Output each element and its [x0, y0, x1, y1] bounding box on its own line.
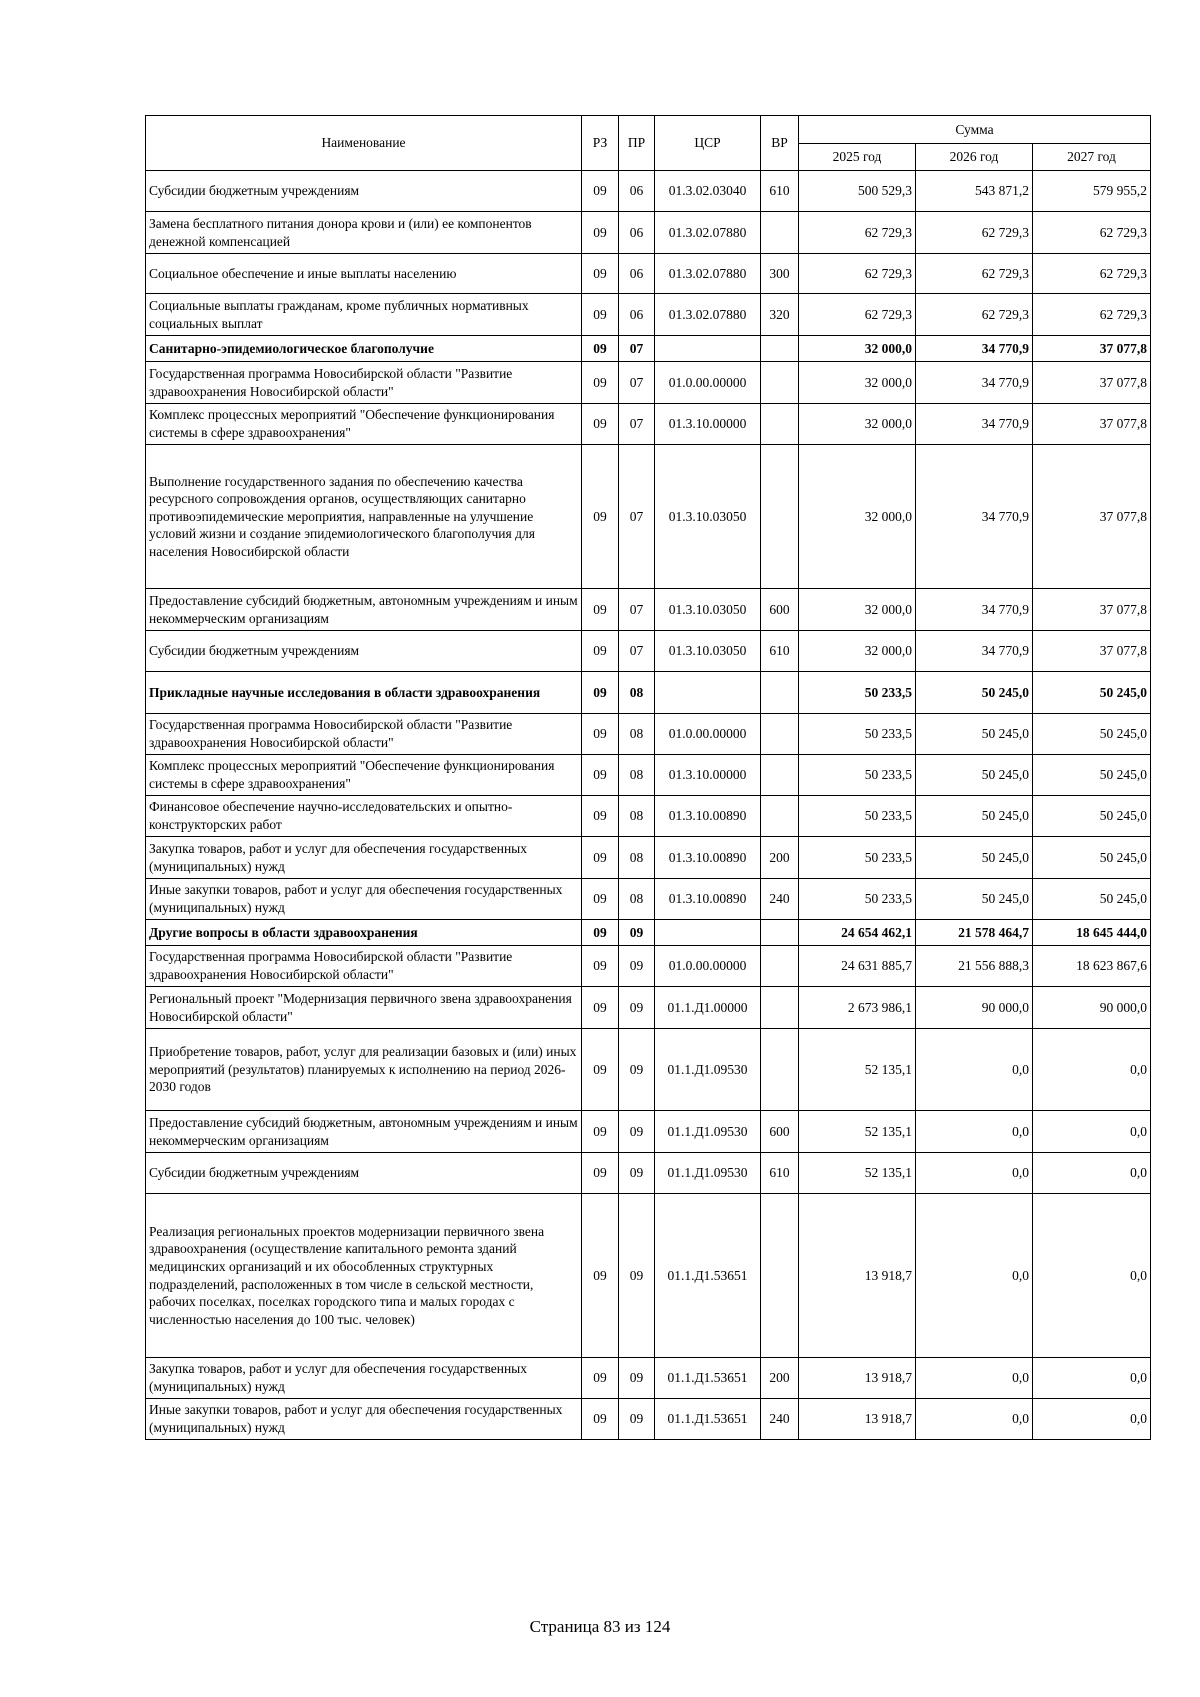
row-name: Прикладные научные исследования в области здравоохранения — [146, 672, 582, 714]
row-rz: 09 — [582, 755, 619, 796]
row-amount-2025: 32 000,0 — [799, 589, 916, 631]
row-name: Социальные выплаты гражданам, кроме публичных нормативных социальных выплат — [146, 294, 582, 336]
row-amount-2027: 37 077,8 — [1033, 362, 1151, 404]
row-amount-2026: 543 871,2 — [916, 171, 1033, 212]
table-body — [146, 171, 1151, 1440]
header-year-2025: 2025 год — [799, 144, 916, 171]
row-amount-2026: 21 578 464,7 — [916, 920, 1033, 946]
row-rz: 09 — [582, 796, 619, 837]
row-rz: 09 — [582, 1029, 619, 1111]
row-amount-2026: 0,0 — [916, 1399, 1033, 1440]
row-pr: 09 — [619, 1358, 655, 1399]
row-amount-2026: 0,0 — [916, 1194, 1033, 1358]
row-amount-2025: 32 000,0 — [799, 362, 916, 404]
row-csr: 01.3.10.00000 — [655, 404, 761, 445]
row-rz: 09 — [582, 946, 619, 987]
row-csr — [655, 336, 761, 362]
row-pr: 07 — [619, 404, 655, 445]
row-csr: 01.1.Д1.09530 — [655, 1029, 761, 1111]
row-amount-2025: 50 233,5 — [799, 879, 916, 920]
row-amount-2025: 24 654 462,1 — [799, 920, 916, 946]
row-amount-2026: 0,0 — [916, 1029, 1033, 1111]
row-pr: 08 — [619, 672, 655, 714]
row-amount-2025: 2 673 986,1 — [799, 987, 916, 1029]
row-amount-2026: 50 245,0 — [916, 879, 1033, 920]
row-csr: 01.1.Д1.53651 — [655, 1358, 761, 1399]
row-vr — [761, 212, 799, 254]
row-name: Субсидии бюджетным учреждениям — [146, 631, 582, 672]
row-amount-2027: 37 077,8 — [1033, 589, 1151, 631]
row-name: Комплекс процессных мероприятий "Обеспечение функционирования системы в сфере здравоохранения" — [146, 755, 582, 796]
row-name: Иные закупки товаров, работ и услуг для обеспечения государственных (муниципальных) нужд — [146, 879, 582, 920]
row-pr: 07 — [619, 631, 655, 672]
row-name: Социальное обеспечение и иные выплаты населению — [146, 254, 582, 294]
row-amount-2027: 37 077,8 — [1033, 404, 1151, 445]
table-row — [146, 796, 1151, 837]
row-vr — [761, 1029, 799, 1111]
row-amount-2027: 62 729,3 — [1033, 294, 1151, 336]
row-amount-2025: 50 233,5 — [799, 672, 916, 714]
row-vr — [761, 987, 799, 1029]
row-rz: 09 — [582, 714, 619, 755]
row-rz: 09 — [582, 1111, 619, 1153]
row-amount-2025: 32 000,0 — [799, 445, 916, 589]
row-csr: 01.0.00.00000 — [655, 946, 761, 987]
row-pr: 08 — [619, 714, 655, 755]
row-pr: 09 — [619, 1111, 655, 1153]
row-vr: 240 — [761, 879, 799, 920]
row-amount-2027: 50 245,0 — [1033, 837, 1151, 879]
table-row — [146, 171, 1151, 212]
row-pr: 07 — [619, 336, 655, 362]
row-vr — [761, 946, 799, 987]
row-amount-2025: 50 233,5 — [799, 755, 916, 796]
row-amount-2025: 24 631 885,7 — [799, 946, 916, 987]
row-amount-2027: 50 245,0 — [1033, 879, 1151, 920]
row-vr — [761, 920, 799, 946]
row-pr: 07 — [619, 589, 655, 631]
table-row — [146, 1399, 1151, 1440]
row-vr — [761, 672, 799, 714]
row-csr: 01.0.00.00000 — [655, 714, 761, 755]
row-amount-2027: 579 955,2 — [1033, 171, 1151, 212]
row-csr: 01.0.00.00000 — [655, 362, 761, 404]
row-name: Закупка товаров, работ и услуг для обеспечения государственных (муниципальных) нужд — [146, 837, 582, 879]
row-pr: 09 — [619, 1153, 655, 1194]
row-amount-2027: 0,0 — [1033, 1358, 1151, 1399]
row-rz: 09 — [582, 920, 619, 946]
table-row — [146, 294, 1151, 336]
row-rz: 09 — [582, 445, 619, 589]
row-rz: 09 — [582, 212, 619, 254]
row-amount-2027: 0,0 — [1033, 1111, 1151, 1153]
row-pr: 08 — [619, 837, 655, 879]
row-amount-2027: 0,0 — [1033, 1029, 1151, 1111]
table-row — [146, 1194, 1151, 1358]
table-row — [146, 755, 1151, 796]
header-sum: Сумма — [799, 116, 1151, 144]
row-name: Предоставление субсидий бюджетным, автономным учреждениям и иным некоммерческим организациям — [146, 589, 582, 631]
row-csr: 01.3.10.00890 — [655, 837, 761, 879]
row-amount-2027: 50 245,0 — [1033, 796, 1151, 837]
row-amount-2025: 52 135,1 — [799, 1029, 916, 1111]
row-pr: 08 — [619, 755, 655, 796]
row-amount-2026: 0,0 — [916, 1153, 1033, 1194]
table-row — [146, 879, 1151, 920]
page-number: Страница 83 из 124 — [529, 1617, 671, 1636]
row-rz: 09 — [582, 1399, 619, 1440]
row-rz: 09 — [582, 837, 619, 879]
row-csr: 01.3.02.07880 — [655, 212, 761, 254]
row-rz: 09 — [582, 336, 619, 362]
row-amount-2026: 62 729,3 — [916, 254, 1033, 294]
row-vr: 610 — [761, 171, 799, 212]
row-amount-2025: 62 729,3 — [799, 254, 916, 294]
row-amount-2027: 0,0 — [1033, 1399, 1151, 1440]
row-rz: 09 — [582, 1194, 619, 1358]
row-name: Замена бесплатного питания донора крови и (или) ее компонентов денежной компенсацией — [146, 212, 582, 254]
row-amount-2027: 37 077,8 — [1033, 445, 1151, 589]
row-amount-2026: 50 245,0 — [916, 837, 1033, 879]
table-row — [146, 404, 1151, 445]
row-vr — [761, 445, 799, 589]
header-vr: ВР — [761, 116, 799, 171]
row-amount-2026: 34 770,9 — [916, 362, 1033, 404]
row-pr: 06 — [619, 254, 655, 294]
row-pr: 09 — [619, 987, 655, 1029]
row-name: Региональный проект "Модернизация первичного звена здравоохранения Новосибирской области" — [146, 987, 582, 1029]
row-amount-2026: 62 729,3 — [916, 212, 1033, 254]
row-csr: 01.3.10.03050 — [655, 631, 761, 672]
row-name: Государственная программа Новосибирской области "Развитие здравоохранения Новосибирской области" — [146, 362, 582, 404]
table-row — [146, 946, 1151, 987]
row-amount-2025: 62 729,3 — [799, 212, 916, 254]
row-csr: 01.3.10.00890 — [655, 796, 761, 837]
row-csr: 01.3.10.00000 — [655, 755, 761, 796]
row-vr: 200 — [761, 837, 799, 879]
row-rz: 09 — [582, 404, 619, 445]
row-amount-2025: 52 135,1 — [799, 1153, 916, 1194]
row-rz: 09 — [582, 362, 619, 404]
row-pr: 09 — [619, 1194, 655, 1358]
row-amount-2026: 34 770,9 — [916, 631, 1033, 672]
row-amount-2026: 34 770,9 — [916, 336, 1033, 362]
row-csr: 01.1.Д1.09530 — [655, 1111, 761, 1153]
row-csr — [655, 920, 761, 946]
row-amount-2025: 13 918,7 — [799, 1399, 916, 1440]
table-row — [146, 714, 1151, 755]
row-pr: 08 — [619, 796, 655, 837]
row-amount-2027: 18 645 444,0 — [1033, 920, 1151, 946]
row-name: Закупка товаров, работ и услуг для обеспечения государственных (муниципальных) нужд — [146, 1358, 582, 1399]
row-rz: 09 — [582, 1153, 619, 1194]
row-csr: 01.1.Д1.00000 — [655, 987, 761, 1029]
row-vr — [761, 796, 799, 837]
row-amount-2026: 50 245,0 — [916, 714, 1033, 755]
row-csr: 01.3.10.00890 — [655, 879, 761, 920]
row-vr: 200 — [761, 1358, 799, 1399]
row-csr — [655, 672, 761, 714]
row-name: Предоставление субсидий бюджетным, автономным учреждениям и иным некоммерческим организациям — [146, 1111, 582, 1153]
row-pr: 09 — [619, 946, 655, 987]
row-vr — [761, 755, 799, 796]
row-pr: 08 — [619, 879, 655, 920]
row-vr — [761, 336, 799, 362]
table-row — [146, 987, 1151, 1029]
row-amount-2025: 50 233,5 — [799, 714, 916, 755]
row-amount-2026: 0,0 — [916, 1358, 1033, 1399]
row-amount-2025: 52 135,1 — [799, 1111, 916, 1153]
row-amount-2027: 50 245,0 — [1033, 714, 1151, 755]
table-row — [146, 837, 1151, 879]
row-vr: 610 — [761, 1153, 799, 1194]
row-name: Государственная программа Новосибирской области "Развитие здравоохранения Новосибирской области" — [146, 946, 582, 987]
row-vr: 610 — [761, 631, 799, 672]
row-vr — [761, 714, 799, 755]
row-vr — [761, 362, 799, 404]
row-amount-2027: 18 623 867,6 — [1033, 946, 1151, 987]
row-amount-2026: 34 770,9 — [916, 589, 1033, 631]
row-name: Субсидии бюджетным учреждениям — [146, 1153, 582, 1194]
table-row — [146, 1358, 1151, 1399]
row-vr: 300 — [761, 254, 799, 294]
row-pr: 09 — [619, 920, 655, 946]
table-row — [146, 336, 1151, 362]
row-pr: 09 — [619, 1399, 655, 1440]
row-csr: 01.3.10.03050 — [655, 589, 761, 631]
row-pr: 06 — [619, 212, 655, 254]
row-name: Санитарно-эпидемиологическое благополучие — [146, 336, 582, 362]
row-name: Реализация региональных проектов модернизации первичного звена здравоохранения (осуществление капитального ремонта зданий медицинских организаций и их обособленных структурных подразделений, расположенных в том числе в сельской местности, рабочих поселках, поселках городского типа и малых городах с численностью населения до 100 тыс. человек) — [146, 1194, 582, 1358]
row-rz: 09 — [582, 879, 619, 920]
row-amount-2027: 0,0 — [1033, 1194, 1151, 1358]
row-name: Финансовое обеспечение научно-исследовательских и опытно-конструкторских работ — [146, 796, 582, 837]
header-pr: ПР — [619, 116, 655, 171]
table-row — [146, 212, 1151, 254]
row-rz: 09 — [582, 589, 619, 631]
table-row — [146, 1111, 1151, 1153]
row-amount-2026: 50 245,0 — [916, 796, 1033, 837]
row-amount-2027: 90 000,0 — [1033, 987, 1151, 1029]
row-amount-2025: 13 918,7 — [799, 1358, 916, 1399]
row-pr: 07 — [619, 445, 655, 589]
row-amount-2026: 0,0 — [916, 1111, 1033, 1153]
table-row — [146, 589, 1151, 631]
row-amount-2027: 50 245,0 — [1033, 672, 1151, 714]
row-pr: 07 — [619, 362, 655, 404]
row-rz: 09 — [582, 672, 619, 714]
row-amount-2025: 13 918,7 — [799, 1194, 916, 1358]
row-vr: 600 — [761, 589, 799, 631]
table-row — [146, 254, 1151, 294]
row-amount-2027: 50 245,0 — [1033, 755, 1151, 796]
row-name: Приобретение товаров, работ, услуг для реализации базовых и (или) иных мероприятий (результатов) планируемых к исполнению на период 2026-2030 годов — [146, 1029, 582, 1111]
header-year-2027: 2027 год — [1033, 144, 1151, 171]
row-amount-2026: 21 556 888,3 — [916, 946, 1033, 987]
row-csr: 01.3.10.03050 — [655, 445, 761, 589]
row-amount-2027: 62 729,3 — [1033, 254, 1151, 294]
row-rz: 09 — [582, 254, 619, 294]
row-amount-2025: 32 000,0 — [799, 631, 916, 672]
row-amount-2026: 90 000,0 — [916, 987, 1033, 1029]
table-row — [146, 1029, 1151, 1111]
row-name: Субсидии бюджетным учреждениям — [146, 171, 582, 212]
row-rz: 09 — [582, 631, 619, 672]
row-amount-2025: 62 729,3 — [799, 294, 916, 336]
header-name: Наименование — [146, 116, 582, 171]
row-pr: 09 — [619, 1029, 655, 1111]
row-amount-2026: 50 245,0 — [916, 672, 1033, 714]
row-csr: 01.3.02.07880 — [655, 254, 761, 294]
row-name: Выполнение государственного задания по обеспечению качества ресурсного сопровождения органов, осуществляющих санитарно противоэпидемические мероприятия, направленные на улучшение условий жизни и создание эпидемиологического благополучия для населения Новосибирской области — [146, 445, 582, 589]
row-csr: 01.1.Д1.09530 — [655, 1153, 761, 1194]
row-rz: 09 — [582, 171, 619, 212]
row-amount-2025: 50 233,5 — [799, 837, 916, 879]
row-vr: 320 — [761, 294, 799, 336]
row-amount-2027: 37 077,8 — [1033, 336, 1151, 362]
budget-table — [145, 115, 1151, 1440]
header-year-2026: 2026 год — [916, 144, 1033, 171]
header-rz: РЗ — [582, 116, 619, 171]
table-row — [146, 920, 1151, 946]
table-row — [146, 1153, 1151, 1194]
table-row — [146, 445, 1151, 589]
row-pr: 06 — [619, 171, 655, 212]
row-amount-2027: 0,0 — [1033, 1153, 1151, 1194]
table-row — [146, 631, 1151, 672]
row-amount-2025: 50 233,5 — [799, 796, 916, 837]
row-csr: 01.3.02.03040 — [655, 171, 761, 212]
row-rz: 09 — [582, 1358, 619, 1399]
row-name: Комплекс процессных мероприятий "Обеспечение функционирования системы в сфере здравоохранения" — [146, 404, 582, 445]
table-row — [146, 362, 1151, 404]
row-amount-2026: 34 770,9 — [916, 404, 1033, 445]
row-csr: 01.3.02.07880 — [655, 294, 761, 336]
row-amount-2026: 50 245,0 — [916, 755, 1033, 796]
row-amount-2025: 32 000,0 — [799, 336, 916, 362]
row-vr: 240 — [761, 1399, 799, 1440]
row-rz: 09 — [582, 987, 619, 1029]
row-csr: 01.1.Д1.53651 — [655, 1399, 761, 1440]
row-amount-2025: 32 000,0 — [799, 404, 916, 445]
row-amount-2026: 62 729,3 — [916, 294, 1033, 336]
row-vr — [761, 1194, 799, 1358]
row-name: Другие вопросы в области здравоохранения — [146, 920, 582, 946]
row-amount-2027: 62 729,3 — [1033, 212, 1151, 254]
row-amount-2026: 34 770,9 — [916, 445, 1033, 589]
row-csr: 01.1.Д1.53651 — [655, 1194, 761, 1358]
row-name: Иные закупки товаров, работ и услуг для обеспечения государственных (муниципальных) нужд — [146, 1399, 582, 1440]
row-amount-2025: 500 529,3 — [799, 171, 916, 212]
row-name: Государственная программа Новосибирской области "Развитие здравоохранения Новосибирской области" — [146, 714, 582, 755]
row-pr: 06 — [619, 294, 655, 336]
row-rz: 09 — [582, 294, 619, 336]
row-vr: 600 — [761, 1111, 799, 1153]
row-amount-2027: 37 077,8 — [1033, 631, 1151, 672]
row-vr — [761, 404, 799, 445]
header-csr: ЦСР — [655, 116, 761, 171]
table-row — [146, 672, 1151, 714]
